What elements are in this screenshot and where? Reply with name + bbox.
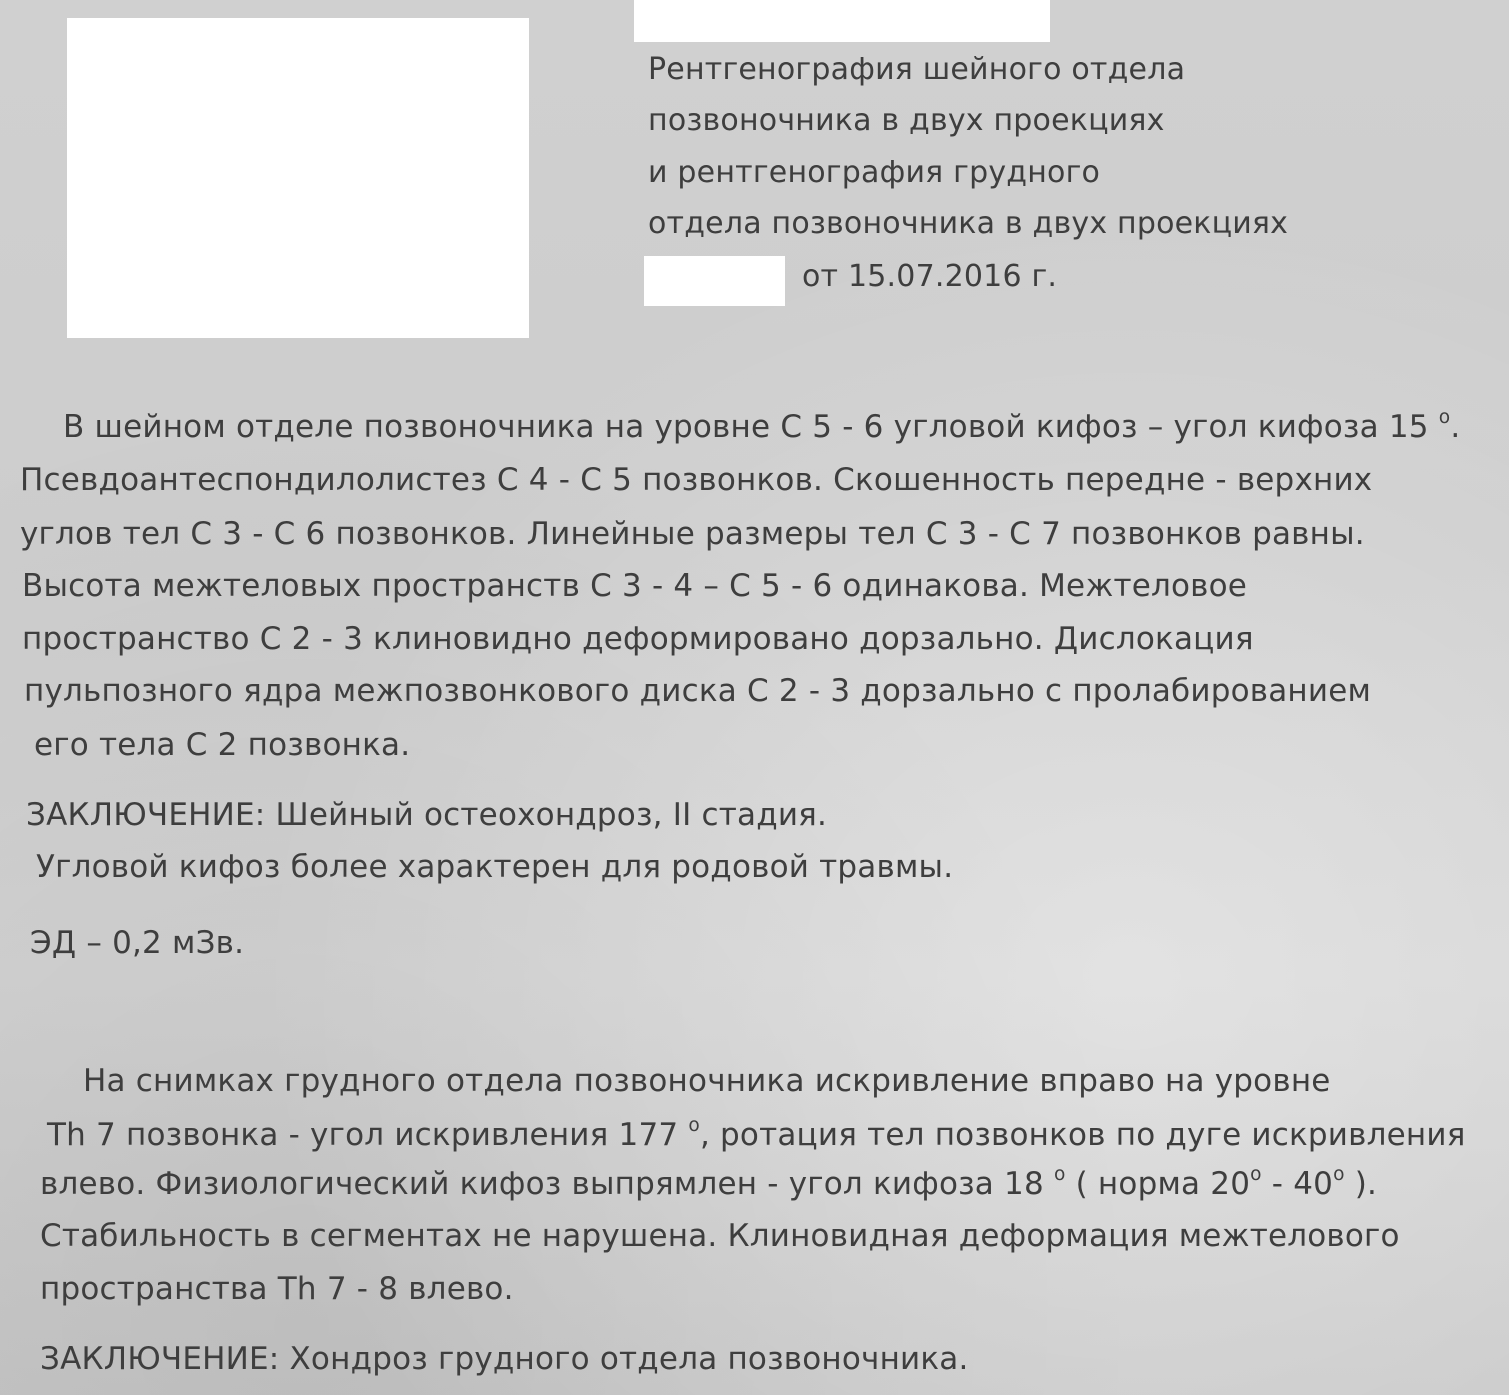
redaction-box-top <box>634 0 1050 42</box>
thoracic-line-5: пространства Th 7 - 8 влево. <box>40 1271 514 1307</box>
cervical-line-5: пространство С 2 - 3 клиновидно деформировано дорзально. Дислокация <box>22 621 1254 657</box>
cervical-note: Угловой кифоз более характерен для родовой травмы. <box>36 849 954 885</box>
header-title-line-2: позвоночника в двух проекциях <box>648 103 1165 138</box>
header-date: от 15.07.2016 г. <box>802 259 1058 294</box>
thoracic-line-4: Стабильность в сегментах не нарушена. Клиновидная деформация межтелового <box>40 1218 1400 1254</box>
degree-sign: о <box>688 1115 700 1137</box>
thoracic-line-2 <box>47 1115 1466 1153</box>
cervical-line-4: Высота межтеловых пространств С 3 - 4 – С 5 - 6 одинакова. Межтеловое <box>22 568 1248 604</box>
header-title-line-4: отдела позвоночника в двух проекциях <box>648 206 1289 241</box>
degree-sign: о <box>1250 1164 1262 1186</box>
degree-sign: о <box>1438 407 1451 429</box>
thoracic-line-1: На снимках грудного отдела позвоночника искривление вправо на уровне <box>83 1063 1331 1099</box>
cervical-line-1 <box>63 407 1461 445</box>
cervical-line-7: его тела С 2 позвонка. <box>34 727 411 763</box>
cervical-conclusion: ЗАКЛЮЧЕНИЕ: Шейный остеохондроз, II стадия. <box>26 797 828 833</box>
thoracic-line-3 <box>40 1164 1378 1202</box>
thoracic-line-2-text-b: , ротация тел позвонков по дуге искривления <box>699 1117 1466 1153</box>
cervical-line-6: пульпозного ядра межпозвонкового диска С 2 - 3 дорзально с пролабированием <box>24 673 1372 709</box>
degree-sign: о <box>1053 1164 1066 1186</box>
thoracic-line-3-text-a: влево. Физиологический кифоз выпрямлен - угол кифоза 18 <box>40 1166 1054 1202</box>
degree-sign: о <box>1333 1164 1345 1186</box>
thoracic-line-3-text-d: ). <box>1344 1166 1378 1202</box>
redaction-box-logo <box>67 18 529 338</box>
thoracic-conclusion: ЗАКЛЮЧЕНИЕ: Хондроз грудного отдела позвоночника. <box>40 1341 969 1377</box>
thoracic-line-2-text-a: Th 7 позвонка - угол искривления 177 <box>47 1117 689 1153</box>
thoracic-line-3-text-b: ( норма 20 <box>1065 1166 1251 1202</box>
header-title-line-3: и рентгенография грудного <box>648 155 1101 190</box>
thoracic-line-3-text-c: - 40 <box>1261 1166 1334 1202</box>
cervical-line-2: Псевдоантеспондилолистез С 4 - С 5 позвонков. Скошенность передне - верхних <box>20 462 1373 498</box>
cervical-line-3: углов тел С 3 - С 6 позвонков. Линейные размеры тел С 3 - С 7 позвонков равны. <box>20 516 1365 552</box>
header-title-line-1: Рентгенография шейного отдела <box>648 52 1186 87</box>
effective-dose: ЭД – 0,2 мЗв. <box>30 925 245 961</box>
cervical-line-1-text: В шейном отделе позвоночника на уровне С 5 - 6 угловой кифоз – угол кифоза 15 <box>63 409 1439 445</box>
redaction-box-number <box>644 256 785 306</box>
cervical-line-1-end: . <box>1450 409 1461 445</box>
